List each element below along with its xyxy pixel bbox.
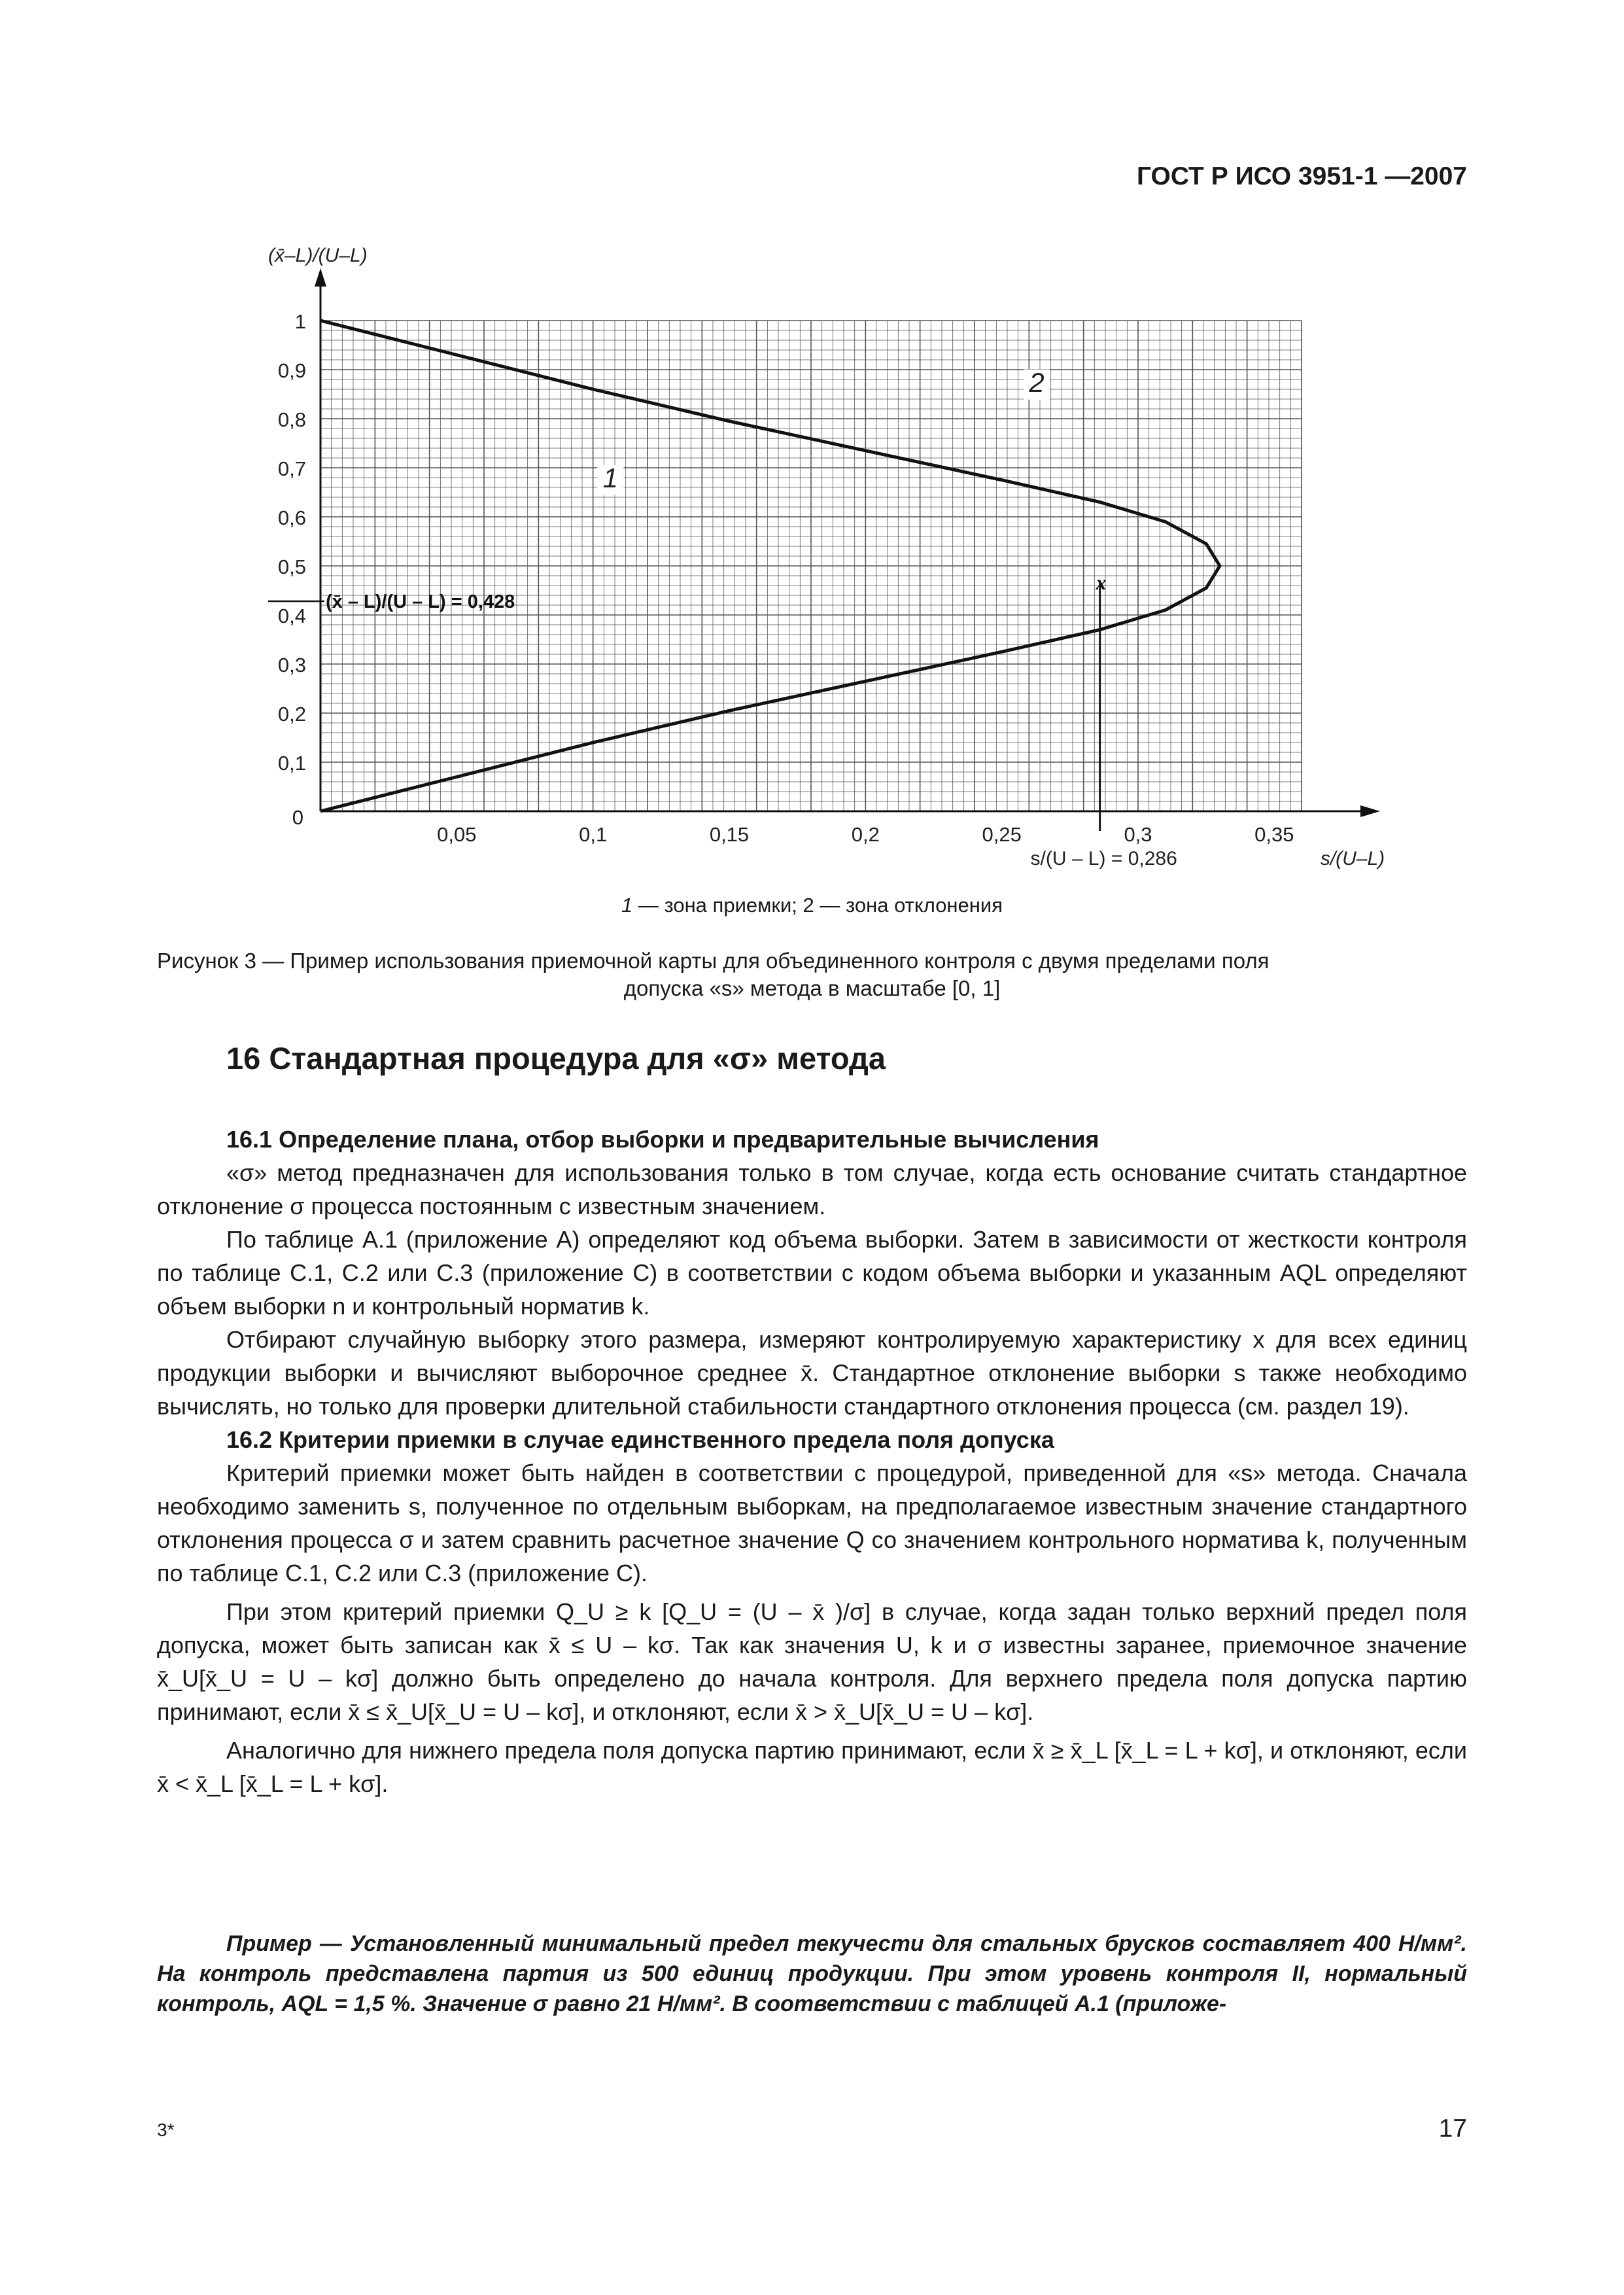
paragraph: Аналогично для нижнего предела поля допуска партию принимают, если x̄ ≥ x̄_L [x̄_L = L + kσ], и отклоняют, если x̄ < x̄_L [x̄_L = L + kσ]. bbox=[157, 1737, 1467, 1797]
y-tick-label: 0 bbox=[292, 806, 303, 829]
figure-caption-line1: Рисунок 3 — Пример использования приемочной карты для объединенного контроля с двумя пределами поля bbox=[157, 949, 1270, 973]
y-tick-label: 1 bbox=[294, 310, 306, 333]
subsection-16-1-title: 16.1 Определение плана, отбор выборки и предварительные вычисления bbox=[226, 1126, 1099, 1153]
document-header: ГОСТ Р ИСО 3951-1 —2007 bbox=[1136, 162, 1467, 190]
y-tick-label: 0,3 bbox=[277, 654, 306, 676]
y-axis-title: (x̄–L)/(U–L) bbox=[268, 245, 368, 266]
y-annotation: (x̄ – L)/(U – L) = 0,428 bbox=[326, 591, 515, 612]
y-tick-label: 0,2 bbox=[277, 703, 306, 726]
y-tick-label: 0,8 bbox=[277, 408, 306, 431]
x-tick-label: 0,3 bbox=[1124, 823, 1152, 846]
figure-caption-line2: допуска «s» метода в масштабе [0, 1] bbox=[623, 976, 1001, 1000]
page-number: 17 bbox=[1438, 2114, 1467, 2143]
section-title: 16 Стандартная процедура для «σ» метода bbox=[226, 1041, 886, 1076]
footer-sheet-mark: 3* bbox=[157, 2120, 175, 2140]
paragraph: Критерий приемки может быть найден в соответствии с процедурой, приведенной для «s» метода. Сначала необходимо заменить s, полученное по отдельным выборкам, на предполагаемое известным значение стандартного отклонения процесса σ и затем сравнить расчетное значение Q со значением контрольного норматива k, полученным по таблице С.1, С.2 или С.3 (приложение С). bbox=[157, 1460, 1467, 1586]
figure-legend bbox=[0, 894, 1624, 917]
zone-label: 1 bbox=[602, 463, 619, 493]
section-16-1 bbox=[157, 1123, 1467, 1800]
legend-zone-number: 1 bbox=[621, 894, 633, 917]
zone-label: 2 bbox=[1029, 366, 1045, 398]
y-tick-label: 0,9 bbox=[277, 359, 306, 382]
paragraph: При этом критерий приемки Q_U ≥ k [Q_U = (U – x̄ )/σ] в случае, когда задан только верхний предел поля допуска, может быть записан как x̄ ≤ U – kσ. Так как значения U, k и σ известны заранее, приемочное значение x̄_U[x̄_U = U – kσ] должно быть определено до начала контроля. Для верхнего предела поля допуска партию принимают, если x̄ ≤ x̄_U[x̄_U = U – kσ], и отклоняют, если x̄ > x̄_U[x̄_U = U – kσ]. bbox=[157, 1598, 1467, 1725]
y-tick-label: 0,5 bbox=[277, 555, 306, 578]
x-tick-label: 0,15 bbox=[709, 823, 750, 846]
x-tick-label: 0,25 bbox=[982, 823, 1022, 846]
paragraph: Отбирают случайную выборку этого размера, измеряют контролируемую характеристику x для всех единиц продукции выборки и вычисляют выборочное среднее x̄. Стандартное отклонение выборки s также необходимо вычислять, но только для проверки длительной стабильности стандартного отклонения процесса (см. раздел 19). bbox=[157, 1326, 1467, 1420]
x-tick-label: 0,35 bbox=[1254, 823, 1294, 846]
chart-axes bbox=[315, 268, 1380, 817]
y-axis-arrow bbox=[315, 268, 326, 287]
y-tick-label: 0,1 bbox=[277, 752, 306, 775]
paragraph: «σ» метод предназначен для использования только в том случае, когда есть основание считать стандартное отклонение σ процесса постоянным с известным значением. bbox=[157, 1159, 1467, 1219]
y-tick-label: 0,6 bbox=[277, 506, 306, 529]
x-tick-label: 0,1 bbox=[579, 823, 608, 846]
chart-labels bbox=[268, 245, 1385, 869]
example-text: Пример — Установленный минимальный предел текучести для стальных брусков составляет 400 Н/мм². На контроль представлена партия из 500 единиц продукции. При этом уровень контроля II, нормальный контроль, AQL = 1,5 %. Значение σ равно 21 Н/мм². В соответствии с таблицей А.1 (приложе- bbox=[157, 1931, 1467, 2016]
example-block bbox=[157, 1929, 1467, 2019]
y-tick-label: 0,4 bbox=[277, 604, 306, 627]
paragraph: По таблице А.1 (приложение А) определяют код объема выборки. Затем в зависимости от жесткости контроля по таблице С.1, С.2 или С.3 (приложение С) в соответствии с кодом объема выборки и указанным AQL определяют объем выборки n и контрольный норматив k. bbox=[157, 1226, 1467, 1320]
x-tick-label: 0,2 bbox=[851, 823, 880, 846]
subsection-16-2-title: 16.2 Критерии приемки в случае единственного предела поля допуска bbox=[226, 1426, 1054, 1453]
y-tick-label: 0,7 bbox=[277, 457, 306, 480]
x-axis-title: s/(U–L) bbox=[1320, 848, 1385, 869]
acceptance-chart bbox=[216, 236, 1393, 896]
x-axis-arrow bbox=[1360, 805, 1380, 817]
chart-grid bbox=[320, 321, 1302, 811]
legend-text: — зона приемки; 2 — зона отклонения bbox=[638, 894, 1003, 917]
x-annotation: s/(U – L) = 0,286 bbox=[1030, 848, 1177, 869]
x-tick-label: 0,05 bbox=[437, 823, 477, 846]
point-mark: x bbox=[1096, 570, 1107, 594]
